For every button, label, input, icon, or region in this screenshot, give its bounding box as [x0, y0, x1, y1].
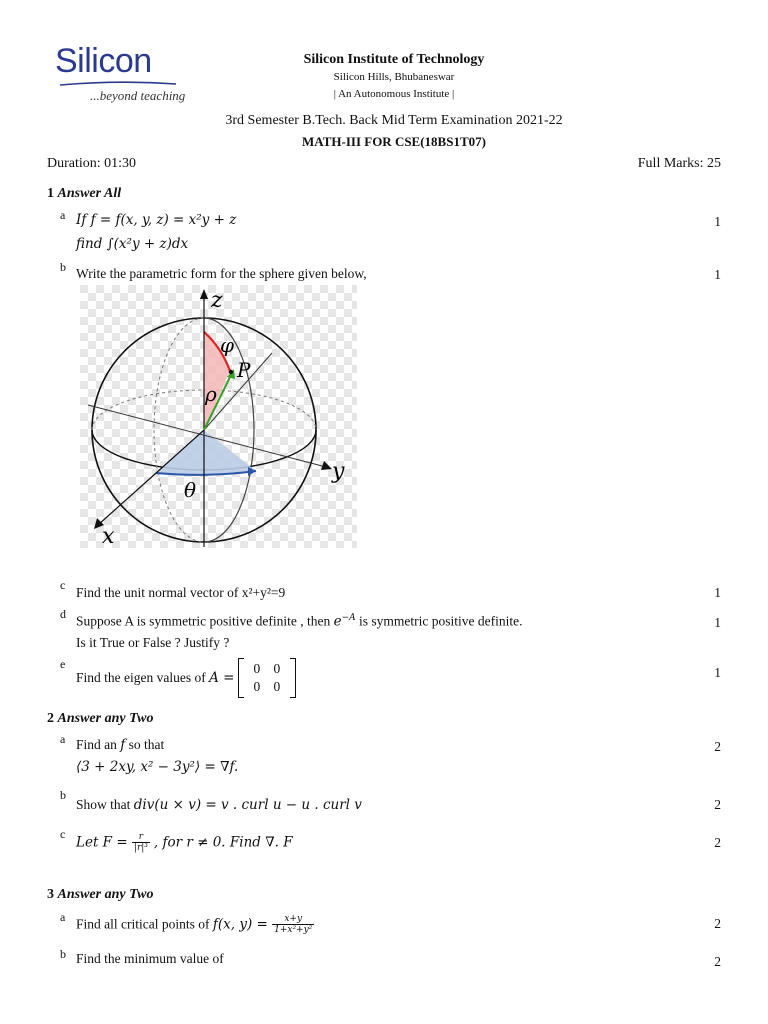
fraction-numerator: x+y	[272, 914, 314, 925]
full-marks: Full Marks: 25	[637, 156, 721, 171]
question-1d-line1	[76, 613, 523, 630]
question-letter: b	[60, 788, 66, 802]
question-1e-line	[76, 658, 296, 698]
question-3a-fraction	[272, 914, 314, 935]
label-phi: φ	[220, 333, 235, 357]
question-marks: 2	[714, 739, 721, 754]
question-letter: e	[60, 657, 66, 671]
question-2b-math: div(u × v) = v . curl u − u . curl v	[133, 797, 362, 813]
question-1b-text: Write the parametric form for the sphere given below,	[76, 266, 367, 281]
matrix-cell: 0	[253, 679, 261, 694]
section-number: 1	[47, 186, 54, 201]
question-letter: b	[60, 260, 66, 274]
question-2c-fraction	[132, 832, 150, 853]
sphere-figure	[80, 285, 357, 548]
institute-location: Silicon Hills, Bhubaneswar	[333, 71, 455, 83]
question-1c-text: Find the unit normal vector of x²+y²=9	[76, 585, 286, 600]
section-number: 3	[47, 887, 54, 902]
label-rho: ρ	[205, 382, 217, 406]
question-2a-math: f	[120, 737, 126, 753]
question-3a-math: f(x, y) =	[212, 916, 273, 933]
question-1e-text: Find the eigen values of	[76, 670, 210, 685]
zero-matrix	[238, 658, 296, 698]
section-number: 2	[47, 711, 54, 726]
duration: Duration: 01:30	[47, 156, 137, 171]
label-p: P	[237, 358, 251, 382]
question-letter: b	[60, 947, 66, 961]
logo-tagline: ...beyond teaching	[90, 88, 186, 103]
matrix-cell: 0	[273, 679, 281, 694]
question-1d-text-a: Suppose A is symmetric positive definite , then	[76, 613, 334, 629]
subject-title: MATH-III FOR CSE(18BS1T07)	[302, 134, 486, 149]
question-1d-line2: Is it True or False ? Justify ?	[76, 635, 230, 650]
question-marks: 1	[714, 585, 721, 600]
question-letter: a	[60, 732, 66, 746]
question-letter: c	[60, 827, 66, 841]
exam-title: 3rd Semester B.Tech. Back Mid Term Examination 2021-22	[225, 113, 563, 128]
question-letter: c	[60, 578, 66, 592]
institute-name: Silicon Institute of Technology	[303, 52, 485, 67]
fraction-numerator: r	[132, 832, 150, 843]
question-2c-math-b: , for r ≠ 0. Find ∇. F	[153, 834, 293, 851]
question-marks: 2	[714, 835, 721, 850]
question-1a-line2: find ∫(x²y + z)dx	[76, 236, 189, 252]
section-title: Answer any Two	[57, 711, 154, 726]
question-1a-line1: If f = f(x, y, z) = x²y + z	[76, 212, 237, 228]
question-marks: 2	[714, 954, 721, 969]
section-3-heading	[47, 887, 153, 903]
question-letter: d	[60, 607, 66, 621]
question-3b-text: Find the minimum value of	[76, 951, 224, 966]
question-2a-text-a: Find an	[76, 737, 117, 752]
point-p	[229, 370, 233, 374]
question-marks: 1	[714, 665, 721, 680]
label-z: z	[211, 288, 223, 313]
question-marks: 1	[714, 214, 721, 229]
question-letter: a	[60, 208, 66, 222]
section-title: Answer any Two	[57, 887, 154, 902]
question-2a-text-b: so that	[125, 737, 165, 752]
question-2a-line2: ⟨3 + 2xy, x² − 3y²⟩ = ∇f.	[76, 759, 239, 775]
question-2b-text: Show that	[76, 797, 134, 812]
question-marks: 2	[714, 797, 721, 812]
question-marks: 1	[714, 615, 721, 630]
section-2-heading	[47, 711, 153, 727]
question-marks: 1	[714, 267, 721, 282]
question-1e-math: A =	[209, 670, 235, 686]
institute-status: | An Autonomous Institute |	[333, 88, 455, 100]
question-marks: 2	[714, 916, 721, 931]
logo-wordmark: Silicon	[55, 42, 152, 80]
question-3a-line	[76, 914, 314, 935]
question-letter: a	[60, 910, 66, 924]
question-2c-math-a: Let F =	[76, 834, 132, 851]
fraction-denominator: 1+x²+y²	[274, 925, 313, 935]
question-1d-math: e	[333, 613, 342, 630]
matrix-cell: 0	[273, 661, 281, 676]
label-theta: θ	[184, 478, 197, 502]
fraction-denominator: |r|³	[133, 843, 148, 853]
matrix-cell: 0	[253, 661, 261, 676]
question-2c-line	[76, 832, 293, 853]
question-2a-line1	[76, 737, 164, 753]
label-y: y	[332, 459, 345, 484]
question-1d-sup: −A	[341, 613, 356, 623]
section-title: Answer All	[57, 186, 122, 201]
section-1-heading	[47, 186, 121, 202]
question-2b-line	[76, 797, 362, 813]
question-1d-text-b: is symmetric positive definite.	[355, 613, 523, 629]
label-x: x	[102, 524, 115, 548]
question-3a-text: Find all critical points of	[76, 916, 213, 932]
